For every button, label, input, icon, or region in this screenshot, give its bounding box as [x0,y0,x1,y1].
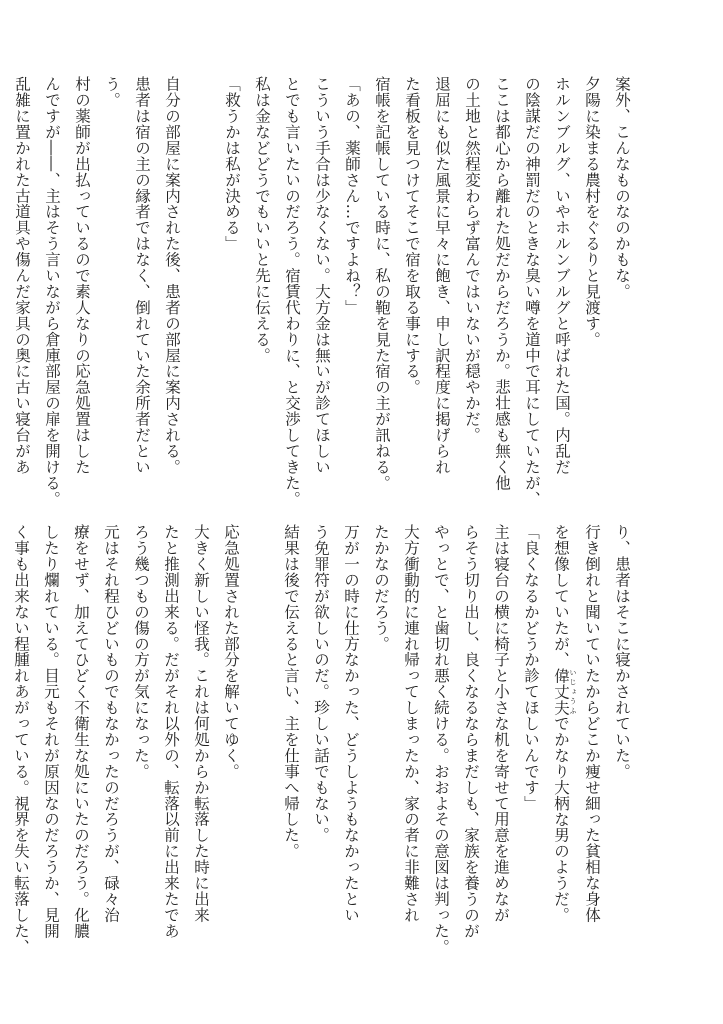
blank-line [187,76,217,486]
furigana-reading: いじょうふ [569,667,577,716]
furigana-ruby: 偉丈夫 いじょうふ [552,667,577,716]
text-line: 主は寝台の横に椅子と小さな机を寄せて用意を進めなが [492,524,510,923]
text-line: り、患者はそこに寝かされていた。 [613,524,631,780]
text-line: 宿帳を記帳している時に、私の鞄を見た宿の主が訊ねる。 [373,76,391,491]
text-line: やっとで、と歯切れ悪く続ける。おおよその意図は判った。 [432,524,450,955]
upper-text-block [13,76,637,507]
text-line: 夕陽に染まる農村をぐるりと見渡す。 [583,76,601,348]
text-line: 村の薬師が出払っているので素人なりの応急処置はした [73,76,91,475]
text-line: ここは都心から離れた処だからだろうか。悲壮感も無く他 [493,76,511,491]
text-line: ろう幾つもの傷の方が気になった。 [132,524,150,780]
text-line: たかなのだろう。 [372,524,390,652]
lower-text-block [12,524,637,958]
text-line: 元はそれ程ひどいものでもなかったのだろうが、碌々治 [102,524,120,923]
text-line: 「あの、薬師さん…ですよね？」 [343,76,361,316]
text-line: 万が一の時に仕方なかった、どうしようもなかったとい [342,524,360,923]
text-line: 患者は宿の主の縁者ではなく、倒れていた余所者だとい [133,76,151,475]
text-line: ホルンブルグ、いやホルンブルグと呼ばれた国。内乱だ [553,76,571,475]
text-line-with-furigana: を想像していたが、偉丈夫 いじょうふでかなり大柄な男のようだ。 [552,524,577,923]
text-line: らそう切り出し、良くなるならまだしも、家族を養うのが [462,524,480,939]
text-line: こういう手合は少なくない。大方金は無いが診てほしい [313,76,331,475]
blank-line [246,524,276,958]
text-line: う。 [103,76,121,108]
text-line: 「良くなるかどうか診てほしいんです」 [522,524,540,812]
text-line: 乱雑に置かれた古道具や傷んだ家具の奥に古い寝台があ [13,76,31,475]
text-line: の陰謀だの神罰だのときな臭い噂を道中で耳にしていたが、 [523,76,541,507]
text-line: 自分の部屋に案内された後、患者の部屋に案内される。 [163,76,181,475]
text-line: んですが――、主はそう言いながら倉庫部屋の扉を開ける。 [43,76,61,507]
text-line: たと推測出来る。だがそれ以外の、転落以前に出来たであ [162,524,180,939]
text-line: 療をせず、加えてひどく不衛生な処にいたのだろう。化膿 [72,524,90,939]
text-line: 「救うかは私が決める」 [223,76,241,252]
text-line: た看板を見つけてそこで宿を取る事にする。 [403,76,421,395]
text-line: う免罪符が欲しいのだ。珍しい話でもない。 [312,524,330,843]
text-line: 行き倒れと聞いていたからどこか痩せ細った貧相な身体 [583,524,601,923]
text-line: 案外、こんなものなのかもな。 [613,76,631,300]
text-line: とでも言いたいのだろう。宿賃代わりに、と交渉してきた。 [283,76,301,507]
text-line: 退屈にも似た風景に早々に飽き、申し訳程度に掲げられ [433,76,451,475]
text-line: したり爛れている。目元もそれが原因なのだろうか、見開 [42,524,60,939]
text-line: 応急処置された部分を解いてゆく。 [222,524,240,780]
text-line: 私は金などどうでもいいと先に伝える。 [253,76,271,364]
text-line: の土地と然程変わらず富んではいないが穏やかだ。 [463,76,481,443]
text-line: 大方衝動的に連れ帰ってしまったか、家の者に非難され [402,524,420,923]
text-line: 大きく新しい怪我。これは何処からか転落した時に出来 [192,524,210,923]
text-line: く事も出来ない程腫れあがっている。視界を失い転落した、 [12,524,30,955]
text-line: 結果は後で伝えると言い、主を仕事へ帰した。 [282,524,300,859]
